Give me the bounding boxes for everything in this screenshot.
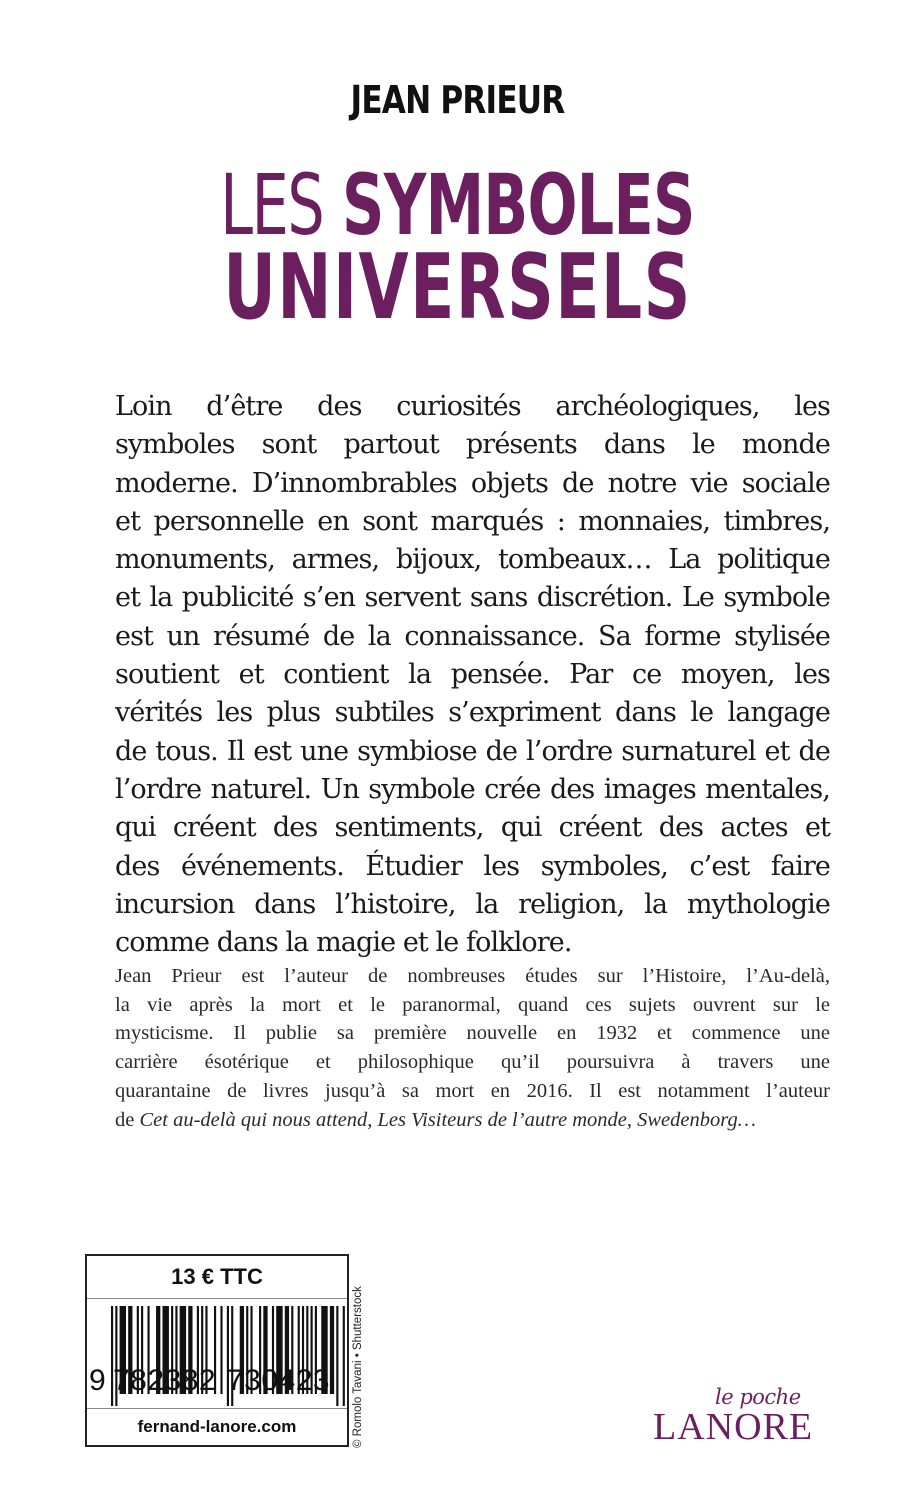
bio-line: quarantaine de livres jusqu’à sa mort en 2016. Il est notamment l’auteur — [115, 1079, 830, 1102]
blurb-line: Loin d’être des curiosités archéologiques, les — [115, 391, 830, 422]
publisher-series-label: le poche — [715, 1385, 801, 1409]
blurb-paragraph — [115, 388, 830, 962]
price-barcode-box — [85, 1254, 349, 1447]
bio-works-titles: Cet au-delà qui nous attend, Les Visiteurs de l’autre monde, Swedenborg… — [139, 1108, 756, 1131]
price-label: 13 € TTC — [87, 1256, 347, 1299]
bio-line: Jean Prieur est l’auteur de nombreuses études sur l’Histoire, l’Au-delà, — [115, 965, 830, 987]
blurb-line: et personnelle en sont marqués : monnaies, timbres, — [115, 505, 830, 537]
blurb-line: est un résumé de la connaissance. Sa forme stylisée — [115, 620, 830, 652]
bio-line-works — [115, 1106, 830, 1135]
blurb-line: l’ordre naturel. Un symbole crée des images mentales, — [115, 773, 830, 805]
blurb-line: de tous. Il est une symbiose de l’ordre surnaturel et de — [115, 735, 830, 767]
author-name: JEAN PRIEUR — [350, 78, 565, 122]
title-word-les: LES — [220, 156, 324, 254]
blurb-line: soutient et contient la pensée. Par ce moyen, les — [115, 659, 830, 691]
blurb-line: des événements. Étudier les symboles, c’est faire — [115, 850, 830, 882]
bio-line: carrière ésotérique et philosophique qu’il poursuivra à travers une — [115, 1051, 830, 1074]
blurb-line: moderne. D’innombrables objets de notre vie sociale — [115, 467, 830, 499]
barcode-bar — [330, 1306, 334, 1394]
barcode-bar — [343, 1306, 345, 1406]
bio-works-prefix: de — [115, 1108, 140, 1131]
isbn-group-2: 730423 — [227, 1364, 331, 1397]
photo-credit: © Romolo Tavani • Shutterstock — [352, 1286, 364, 1448]
title-word-symboles: SYMBOLES — [342, 156, 695, 254]
barcode-bar — [220, 1306, 222, 1394]
blurb-line: comme dans la magie et le folklore. — [115, 927, 572, 959]
blurb-line: incursion dans l’histoire, la religion, la mythologie — [115, 888, 830, 920]
publisher-logo: LANORE — [653, 1406, 814, 1448]
blurb-line: monuments, armes, bijoux, tombeaux… La politique — [115, 544, 830, 576]
bio-line: la vie après la mort et le paranormal, quand ces sujets ouvrent sur le — [115, 993, 830, 1016]
barcode-bar — [336, 1306, 338, 1406]
author-bio — [115, 962, 830, 1134]
bio-line: mysticisme. Il publie sa première nouvelle en 1932 et commence une — [115, 1022, 830, 1045]
isbn-group-1: 782382 — [113, 1364, 217, 1397]
blurb-line: et la publicité s’en servent sans discrétion. Le symbole — [115, 582, 830, 614]
blurb-line: symboles sont partout présents dans le monde — [115, 429, 830, 461]
blurb-line: vérités les plus subtiles s’expriment dans le langage — [115, 697, 830, 729]
publisher-website: fernand-lanore.com — [87, 1408, 347, 1445]
book-title-line-2: UNIVERSELS — [223, 235, 692, 340]
blurb-line: qui créent des sentiments, qui créent des actes et — [115, 812, 830, 844]
isbn-first-digit: 9 — [89, 1364, 106, 1397]
